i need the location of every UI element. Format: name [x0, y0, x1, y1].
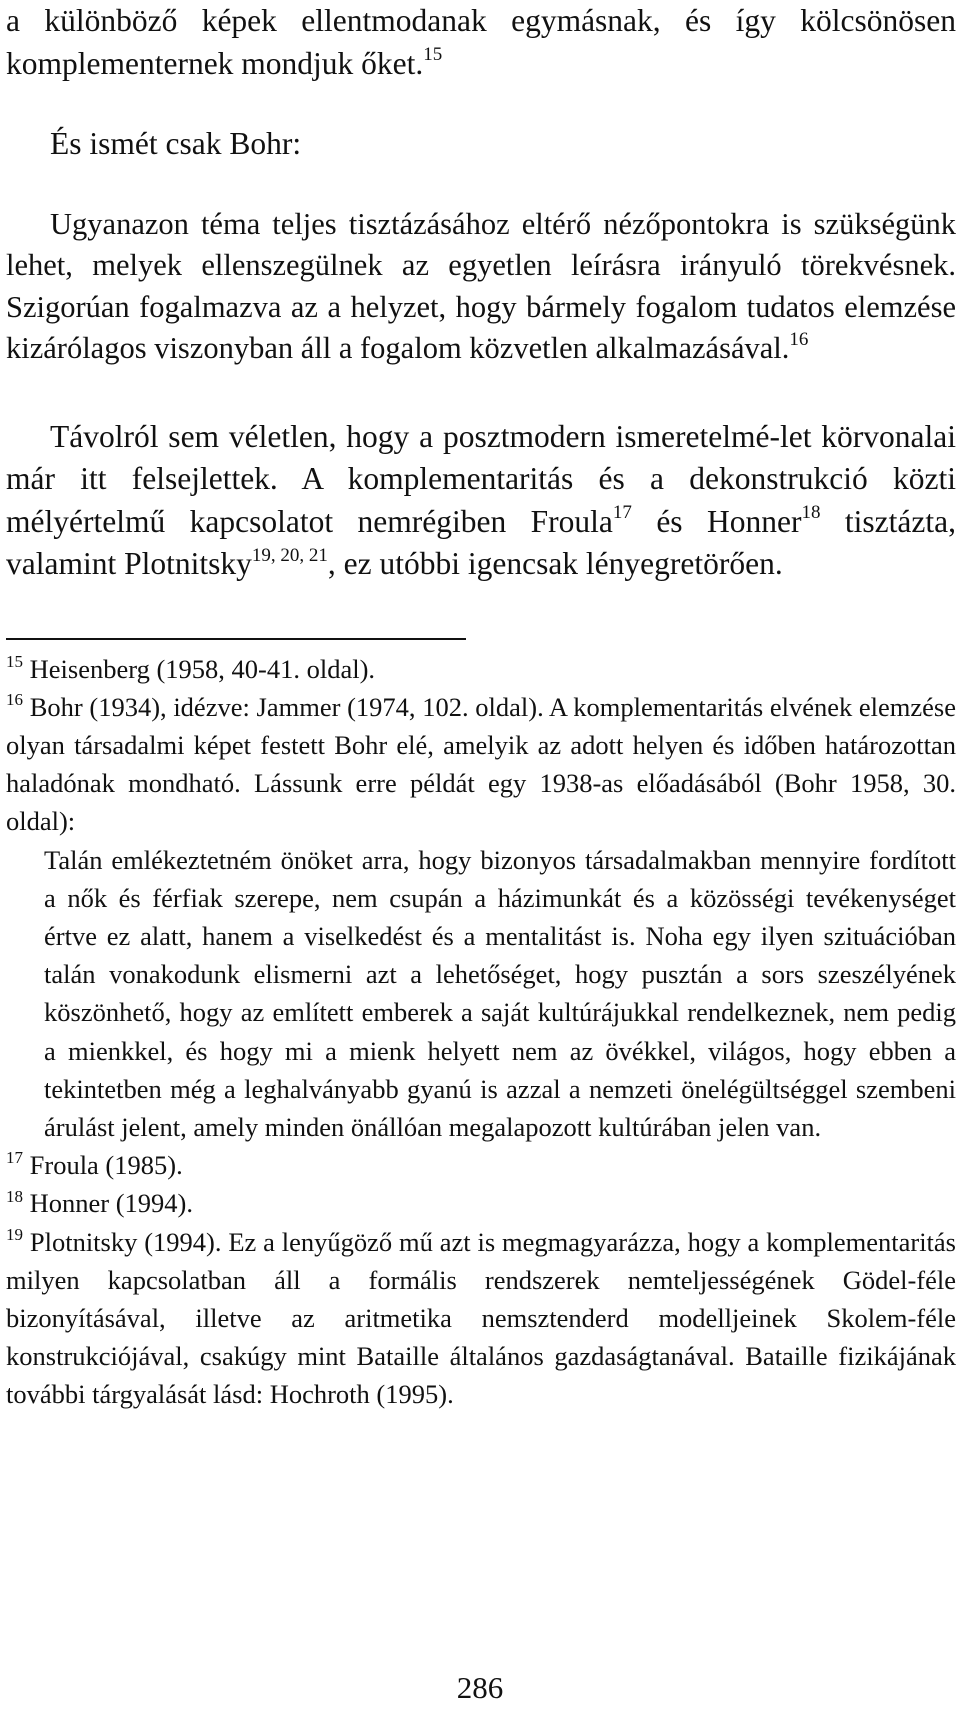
footnote-number: 19 — [6, 1224, 23, 1244]
footnote-number: 16 — [6, 689, 23, 709]
footnote-text: Bohr (1934), idézve: Jammer (1974, 102. oldal). A komplementaritás elvének elemzése olyan társadalmi képet festett Bohr elé, amelyik az adott helyen és időben határozottan haladónak mondható. Lássunk erre példát egy 1938-as előadásából (Bohr 1958, 30. oldal): — [6, 691, 956, 837]
footnote-number: 18 — [6, 1186, 23, 1206]
quote-text: Ugyanazon téma teljes tisztázásához eltérő nézőpontokra is szükségünk lehet, melyek ellenszegülnek az egyetlen leírásra irányuló törekvésnek. Szigorúan fogalmazva az a helyzet, hogy bármely fogalom tudatos elemzése kizárólagos viszonyban áll a fogalom közvetlen alkalmazásával. — [6, 206, 956, 365]
footnote-16-quote: Talán emlékeztetném önöket arra, hogy bizonyos társadalmakban mennyire fordított a nők és férfiak szerepe, nem csupán a házimunkát és a közösségi tevékenységet értve ez alatt, hanem a viselkedést és a mentalitást is. Noha egy ilyen szituációban talán vonakodunk elismerni azt a lehetőséget, hogy pusztán a sors szeszélyének köszönhető, hogy az említett emberek a saját kultúrájukkal rendelkeznek, nem pedig a mienkkel, és hogy mi a mienk helyett nem az övékkel, világos, hogy ebben a tekintetben még a leghalványabb gyanú is azzal a nemzeti önelégültséggel szembeni árulást jelent, amely minden önállóan megalapozott kultúrában jelen van. — [44, 844, 956, 1142]
footnote-text: Froula (1985). — [29, 1150, 183, 1181]
footnote-text: Plotnitsky (1994). Ez a lenyűgöző mű azt is megmagyarázza, hogy a komplementaritás milyen kapcsolatban áll a formális rendszerek nemteljességének Gödel-féle bizonyításával, illetve az aritmetika nemsztenderd modelljeinek Skolem-féle konstrukciójával, csakúgy mint Bataille általános gazdaságtanával. Bataille fizikájának további tárgyalását lásd: Hochroth (1995). — [6, 1226, 956, 1410]
footnote-15 — [6, 650, 956, 688]
footnote-ref-17[interactable]: 17 — [612, 502, 632, 523]
block-quote — [6, 204, 956, 370]
paragraph-text-1: Távolról sem véletlen, hogy a posztmodern ismeretelmé-let körvonalai már itt felsejlettek. A komplementaritás és a dekonstrukció közti mélyértelmű kapcsolatot nemrégiben Froula — [6, 418, 956, 539]
footnote-ref-16[interactable]: 16 — [789, 328, 809, 350]
footnote-text: Honner (1994). — [29, 1188, 193, 1219]
page-number: 286 — [456, 1670, 504, 1705]
footnote-ref-18[interactable]: 18 — [801, 502, 821, 523]
footnote-separator — [6, 638, 466, 640]
paragraph-text-4: , ez utóbbi igencsak lényegretörően. — [327, 546, 783, 581]
paragraph-text: a különböző képek ellentmodanak egymásnak, és így kölcsönösen komplementernek mondjuk őket. — [6, 3, 956, 81]
footnote-number: 15 — [6, 651, 23, 671]
footnote-ref-15[interactable]: 15 — [423, 44, 443, 65]
footnote-16 — [6, 688, 956, 841]
document-page — [6, 0, 956, 1414]
footnote-text: Heisenberg (1958, 40-41. oldal). — [29, 653, 376, 684]
footnote-18 — [6, 1184, 956, 1222]
paragraph-text-2: és Honner — [631, 503, 802, 539]
footnotes — [6, 650, 956, 1414]
paragraph-continuation — [6, 0, 956, 85]
footnote-17 — [6, 1146, 956, 1184]
footnote-ref-19-21[interactable]: 19, 20, 21 — [251, 544, 328, 566]
quote-intro: És ismét csak Bohr: — [50, 126, 302, 161]
footnote-number: 17 — [6, 1148, 23, 1168]
paragraph-text-3: tisztázta, valamint Plotnitsky — [6, 503, 956, 581]
paragraph-postmodern — [6, 416, 956, 586]
footnote-19 — [6, 1223, 956, 1414]
